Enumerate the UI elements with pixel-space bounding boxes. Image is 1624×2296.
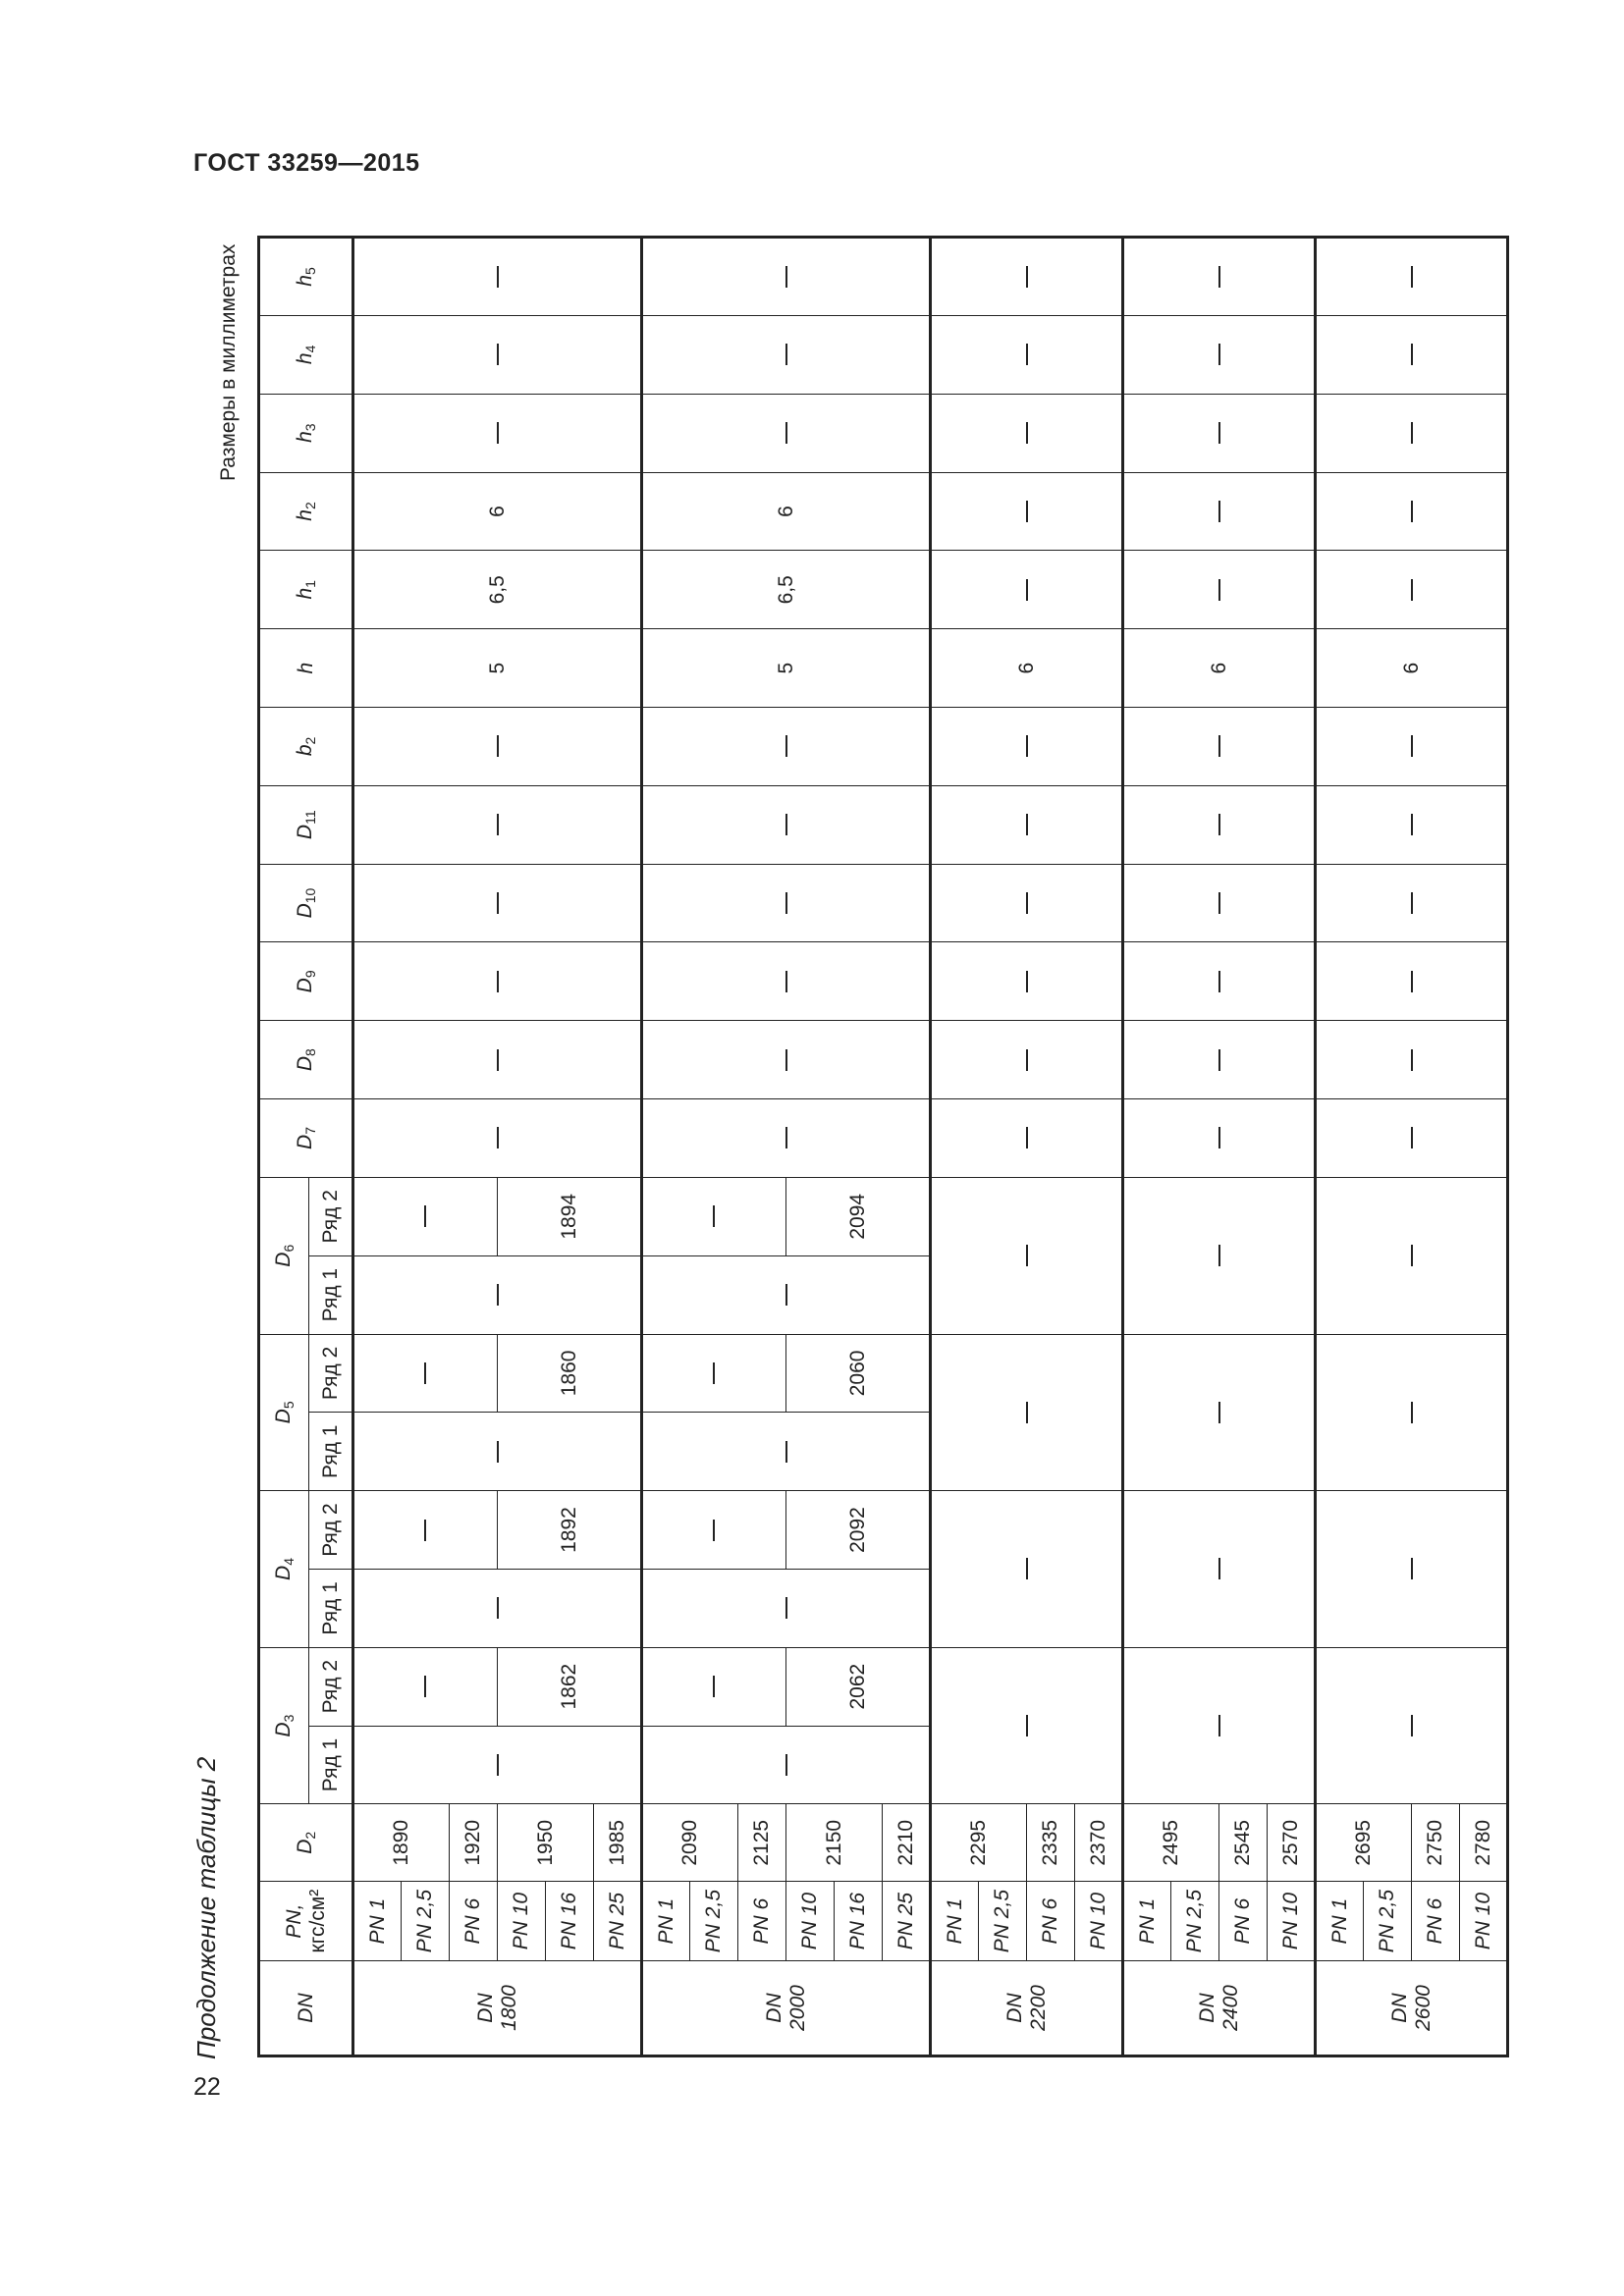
d2-cell: 2370 [1075,1804,1123,1882]
dash-mark [785,1754,787,1776]
d2-cell: 2090 [642,1804,738,1882]
flange-dimension-table-rotated [257,236,1508,2057]
d7-cell [931,1099,1123,1178]
h1-cell [931,551,1123,629]
dash-mark [1218,1558,1220,1579]
dash-mark [497,1754,499,1776]
d8-cell [1123,1021,1316,1099]
dash-mark [1218,1245,1220,1266]
d2-cell: 2335 [1027,1804,1075,1882]
d6-row2-cell [642,1177,931,1255]
d9-cell [642,942,931,1021]
dash-mark [1411,579,1413,601]
d3-row2-cell [642,1647,931,1726]
dn-cell: DN 1800 [353,1961,642,2056]
d6-cell [1316,1177,1508,1334]
page-number: 22 [193,2073,221,2101]
col-h1: $h_1$ [259,551,353,629]
dash-mark [1026,1558,1028,1579]
d6-cell [1123,1177,1316,1334]
d5-row2-value: 2060 [845,1350,869,1397]
d2-cell: 2695 [1316,1804,1412,1882]
col-d6: $D_6$ [259,1177,309,1334]
pn-cell: PN 2,5 [979,1882,1027,1961]
pn-cell: PN 1 [642,1882,690,1961]
dash-mark [1026,735,1028,757]
h3-cell [642,394,931,472]
dash-mark [1218,579,1220,601]
dash-mark [713,1520,715,1541]
d10-cell [353,864,642,942]
dash-mark [713,1205,715,1227]
d6-row2-cell [353,1177,642,1255]
b2-cell [931,708,1123,786]
dash-mark [1026,501,1028,522]
dash-mark [497,1127,499,1148]
d5-row1-cell [642,1413,931,1491]
d6-row2: Ряд 2 [309,1177,353,1255]
pn-cell: PN 10 [1075,1882,1123,1961]
h4-cell [1123,315,1316,394]
d8-cell [931,1021,1123,1099]
d9-cell [931,942,1123,1021]
dash-mark [785,1597,787,1619]
dash-mark [497,735,499,757]
h2-cell [1316,472,1508,551]
d9-cell [1316,942,1508,1021]
dash-mark [785,735,787,757]
d7-cell [1316,1099,1508,1178]
dn-cell: DN 2200 [931,1961,1123,2056]
pn-cell: PN 1 [931,1882,979,1961]
dn-cell: DN 2600 [1316,1961,1508,2056]
d4-cell [931,1491,1123,1648]
header-row-1 [259,238,309,2056]
d3-row2: Ряд 2 [309,1647,353,1726]
pn-cell: PN 6 [450,1882,498,1961]
h4-cell [931,315,1123,394]
h5-cell [642,238,931,316]
col-d8: $D_8$ [259,1021,353,1099]
d9-cell [1123,942,1316,1021]
dash-mark [785,344,787,365]
dash-mark [1026,892,1028,914]
dash-mark [497,814,499,835]
flange-dimension-table [257,236,1509,2057]
dash-mark [1411,422,1413,444]
d3-row1-cell [642,1726,931,1804]
dash-mark [497,1049,499,1071]
dash-mark [1411,266,1413,288]
h-cell: 6 [1123,629,1316,708]
d5-row1-cell [353,1413,642,1491]
h1-cell: 6,5 [353,551,642,629]
d4-row1-cell [642,1569,931,1647]
dash-mark [785,266,787,288]
d6-row1-cell [642,1255,931,1334]
h-cell: 5 [642,629,931,708]
col-pn: PN, кгс/см² [259,1882,353,1961]
dash-mark [424,1362,426,1384]
col-d9: $D_9$ [259,942,353,1021]
dash-mark [713,1362,715,1384]
dash-mark [424,1205,426,1227]
pn-cell: PN 16 [835,1882,883,1961]
dash-mark [785,892,787,914]
col-d3: $D_3$ [259,1647,309,1804]
h1-cell [1316,551,1508,629]
d6-row1-cell [353,1255,642,1334]
d5-row2: Ряд 2 [309,1334,353,1413]
d3-cell [931,1647,1123,1804]
dash-mark [497,1441,499,1463]
pn-cell: PN 1 [353,1882,402,1961]
col-d11: $D_{11}$ [259,785,353,864]
dash-mark [1218,814,1220,835]
col-h2: $h_2$ [259,472,353,551]
col-d5: $D_5$ [259,1334,309,1491]
b2-cell [1316,708,1508,786]
h-cell: 5 [353,629,642,708]
table-row [1123,238,1171,2056]
d2-cell: 2545 [1219,1804,1268,1882]
col-h5: $h_5$ [259,238,353,316]
h-cell: 6 [931,629,1123,708]
d4-row1-cell [353,1569,642,1647]
d3-cell [1316,1647,1508,1804]
table-row [642,238,690,2056]
d5-cell [1123,1334,1316,1491]
d10-cell [931,864,1123,942]
pn-cell: PN 6 [1412,1882,1460,1961]
d5-row1: Ряд 1 [309,1413,353,1491]
h2-cell [931,472,1123,551]
d5-row2-value: 1860 [557,1350,580,1397]
dash-mark [424,1520,426,1541]
dash-mark [1218,892,1220,914]
col-d2: $D_2$ [259,1804,353,1882]
col-h3: $h_3$ [259,394,353,472]
dash-mark [785,814,787,835]
col-d7: $D_7$ [259,1099,353,1178]
d5-row2-cell [353,1334,642,1413]
dash-mark [1026,1715,1028,1736]
dash-mark [1026,971,1028,992]
h-cell: 6 [1316,629,1508,708]
table-row [1316,238,1364,2056]
dash-mark [1411,1245,1413,1266]
pn-cell: PN 1 [1123,1882,1171,1961]
dash-mark [497,1597,499,1619]
pn-cell: PN 16 [546,1882,594,1961]
dash-mark [1218,1127,1220,1148]
h1-cell [1123,551,1316,629]
dash-mark [1026,1245,1028,1266]
table-continuation-caption: Продолжение таблицы 2 [191,1756,221,2059]
h4-cell [1316,315,1508,394]
d2-cell: 1985 [594,1804,642,1882]
dash-mark [497,422,499,444]
dash-mark [1218,1049,1220,1071]
dn-cell: DN 2000 [642,1961,931,2056]
dash-mark [1218,501,1220,522]
d2-cell: 1950 [498,1804,594,1882]
dash-mark [1411,501,1413,522]
d11-cell [1316,785,1508,864]
dash-mark [497,1284,499,1306]
d4-row2-cell [353,1491,642,1570]
d6-row2-value: 2094 [845,1193,869,1240]
b2-cell [1123,708,1316,786]
d6-row1: Ряд 1 [309,1255,353,1334]
dn-cell: DN 2400 [1123,1961,1316,2056]
d4-row2-value: 2092 [845,1507,869,1553]
d8-cell [353,1021,642,1099]
d10-cell [1123,864,1316,942]
h2-cell: 6 [353,472,642,551]
b2-cell [642,708,931,786]
dash-mark [785,971,787,992]
h5-cell [353,238,642,316]
col-b2: $b_2$ [259,708,353,786]
d4-cell [1316,1491,1508,1648]
h3-cell [353,394,642,472]
dash-mark [1411,344,1413,365]
d7-cell [353,1099,642,1178]
d10-cell [642,864,931,942]
dash-mark [1218,1715,1220,1736]
d3-row2-value: 1862 [557,1663,580,1710]
d10-cell [1316,864,1508,942]
d5-cell [931,1334,1123,1491]
pn-cell: PN 25 [594,1882,642,1961]
dash-mark [1026,266,1028,288]
d8-cell [1316,1021,1508,1099]
d9-cell [353,942,642,1021]
pn-cell: PN 2,5 [402,1882,450,1961]
d2-cell: 1920 [450,1804,498,1882]
dash-mark [1026,1127,1028,1148]
d3-row2-value: 2062 [845,1663,869,1710]
dash-mark [1411,1127,1413,1148]
h3-cell [1123,394,1316,472]
d5-cell [1316,1334,1508,1491]
h4-cell [642,315,931,394]
h5-cell [1123,238,1316,316]
d11-cell [1123,785,1316,864]
pn-cell: PN 25 [883,1882,931,1961]
d2-cell: 2210 [883,1804,931,1882]
dash-mark [1218,344,1220,365]
pn-cell: PN 2,5 [1364,1882,1412,1961]
dash-mark [785,1441,787,1463]
d4-row2: Ряд 2 [309,1491,353,1570]
h2-cell: 6 [642,472,931,551]
d11-cell [642,785,931,864]
d7-cell [642,1099,931,1178]
dash-mark [1411,1402,1413,1423]
pn-cell: PN 6 [738,1882,786,1961]
d6-row2-value: 1894 [557,1193,580,1240]
d6-cell [931,1177,1123,1334]
d2-cell: 1890 [353,1804,450,1882]
dash-mark [785,1127,787,1148]
pn-cell: PN 6 [1219,1882,1268,1961]
document-header: ГОСТ 33259—2015 [193,149,420,177]
dash-mark [497,971,499,992]
d2-cell: 2780 [1460,1804,1508,1882]
table-row [931,238,979,2056]
dash-mark [1411,814,1413,835]
d2-cell: 2125 [738,1804,786,1882]
col-h: h [259,629,353,708]
dash-mark [497,892,499,914]
h4-cell [353,315,642,394]
dash-mark [1218,422,1220,444]
d4-cell [1123,1491,1316,1648]
dash-mark [713,1676,715,1697]
d7-cell [1123,1099,1316,1178]
dash-mark [1218,735,1220,757]
pn-cell: PN 2,5 [690,1882,738,1961]
d5-row2-cell [642,1334,931,1413]
dash-mark [1026,814,1028,835]
dash-mark [424,1676,426,1697]
dash-mark [497,344,499,365]
d3-row2-cell [353,1647,642,1726]
dash-mark [1026,422,1028,444]
dash-mark [1026,579,1028,601]
dash-mark [1411,1558,1413,1579]
d4-row2-value: 1892 [557,1507,580,1553]
d2-cell: 2150 [786,1804,883,1882]
d8-cell [642,1021,931,1099]
d4-row1: Ряд 1 [309,1569,353,1647]
col-d4: $D_4$ [259,1491,309,1648]
dash-mark [1411,892,1413,914]
h3-cell [931,394,1123,472]
dash-mark [1026,1049,1028,1071]
dash-mark [785,422,787,444]
dash-mark [1218,266,1220,288]
col-d10: $D_{10}$ [259,864,353,942]
pn-cell: PN 10 [786,1882,835,1961]
d11-cell [931,785,1123,864]
h5-cell [931,238,1123,316]
col-h4: $h_4$ [259,315,353,394]
pn-cell: PN 1 [1316,1882,1364,1961]
h2-cell [1123,472,1316,551]
d3-row1: Ряд 1 [309,1726,353,1804]
dash-mark [1026,1402,1028,1423]
dash-mark [1218,971,1220,992]
pn-cell: PN 10 [1268,1882,1316,1961]
d3-row1-cell [353,1726,642,1804]
d2-cell: 2750 [1412,1804,1460,1882]
d3-cell [1123,1647,1316,1804]
d11-cell [353,785,642,864]
col-dn: DN [259,1961,353,2056]
d2-cell: 2495 [1123,1804,1219,1882]
pn-cell: PN 2,5 [1171,1882,1219,1961]
h1-cell: 6,5 [642,551,931,629]
pn-cell: PN 10 [498,1882,546,1961]
table-row [353,238,402,2056]
h5-cell [1316,238,1508,316]
dash-mark [1411,735,1413,757]
units-note: Размеры в миллиметрах [217,243,240,481]
dash-mark [785,1049,787,1071]
pn-cell: PN 6 [1027,1882,1075,1961]
h3-cell [1316,394,1508,472]
dash-mark [1411,1049,1413,1071]
d4-row2-cell [642,1491,931,1570]
dash-mark [497,266,499,288]
d2-cell: 2295 [931,1804,1027,1882]
dash-mark [785,1284,787,1306]
dash-mark [1411,1715,1413,1736]
dash-mark [1026,344,1028,365]
dash-mark [1411,971,1413,992]
pn-cell: PN 10 [1460,1882,1508,1961]
dash-mark [1218,1402,1220,1423]
d2-cell: 2570 [1268,1804,1316,1882]
b2-cell [353,708,642,786]
